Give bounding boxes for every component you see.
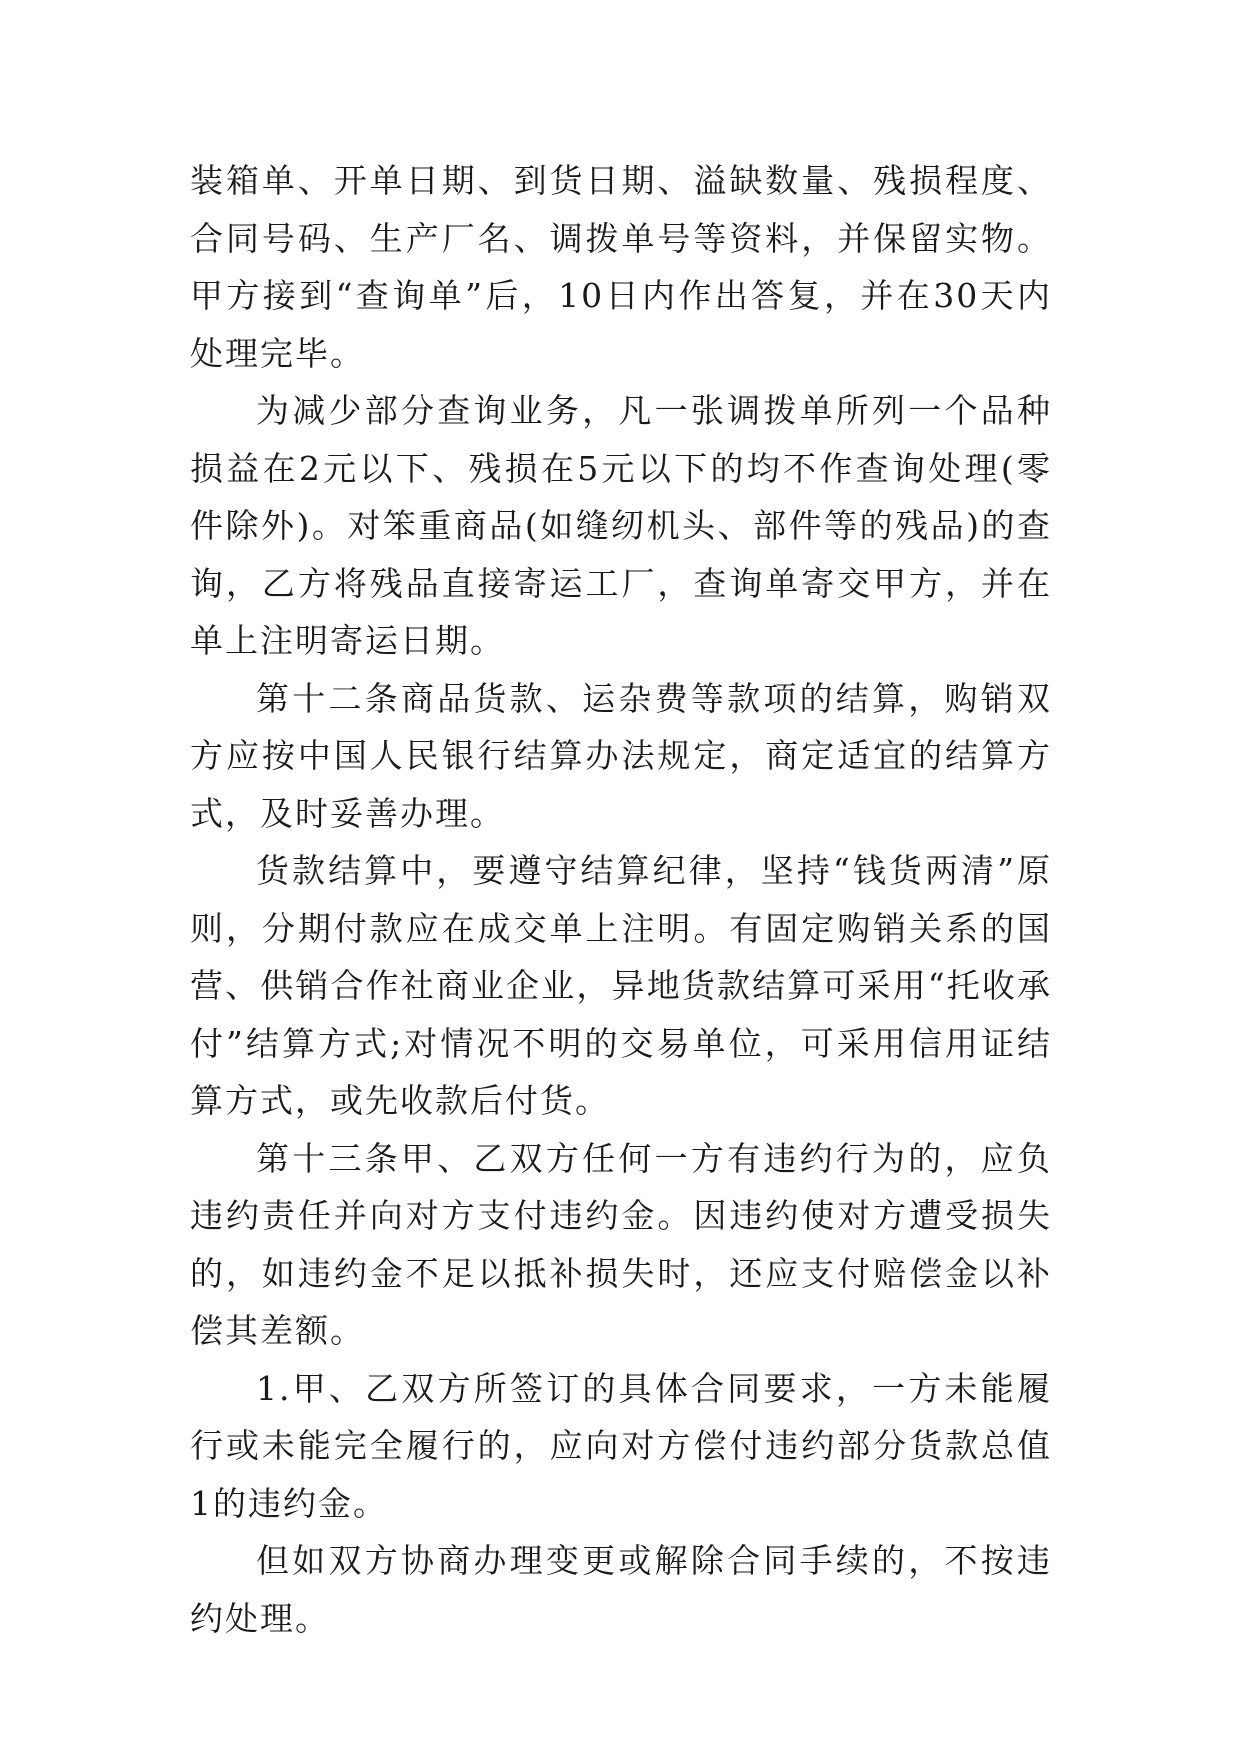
paragraph-article-13: 第十三条甲、乙双方任何一方有违约行为的，应负违约责任并向对方支付违约金。因违约使对方遭受损失的，如违约金不足以抵补损失时，还应支付赔偿金以补偿其差额。 — [190, 1138, 1052, 1350]
paragraph-article-12: 第十二条商品货款、运杂费等款项的结算，购销双方应按中国人民银行结算办法规定，商定适宜的结算方式，及时妥善办理。 — [190, 678, 1052, 833]
paragraph-query-exemption: 为减少部分查询业务，凡一张调拨单所列一个品种损益在2元以下、残损在5元以下的均不作查询处理(零件除外)。对笨重商品(如缝纫机头、部件等的残品)的查询，乙方将残品直接寄运工厂，查询单寄交甲方，并在单上注明寄运日期。 — [190, 391, 1052, 660]
paragraph-settlement-rules: 货款结算中，要遵守结算纪律，坚持“钱货两清”原则，分期付款应在成交单上注明。有固定购销关系的国营、供销合作社商业企业，异地货款结算可采用“托收承付”结算方式;对情况不明的交易单位，可采用信用证结算方式，或先收款后付货。 — [190, 851, 1052, 1120]
paragraph-clause-1: 1.甲、乙双方所签订的具体合同要求，一方未能履行或未能完全履行的，应向对方偿付违约部分货款总值1的违约金。 — [190, 1368, 1052, 1523]
paragraph-exception: 但如双方协商办理变更或解除合同手续的，不按违约处理。 — [190, 1541, 1052, 1638]
paragraph-continuation: 装箱单、开单日期、到货日期、溢缺数量、残损程度、合同号码、生产厂名、调拨单号等资料，并保留实物。甲方接到“查询单”后，10日内作出答复，并在30天内处理完毕。 — [190, 161, 1052, 373]
document-body — [190, 152, 1052, 1647]
